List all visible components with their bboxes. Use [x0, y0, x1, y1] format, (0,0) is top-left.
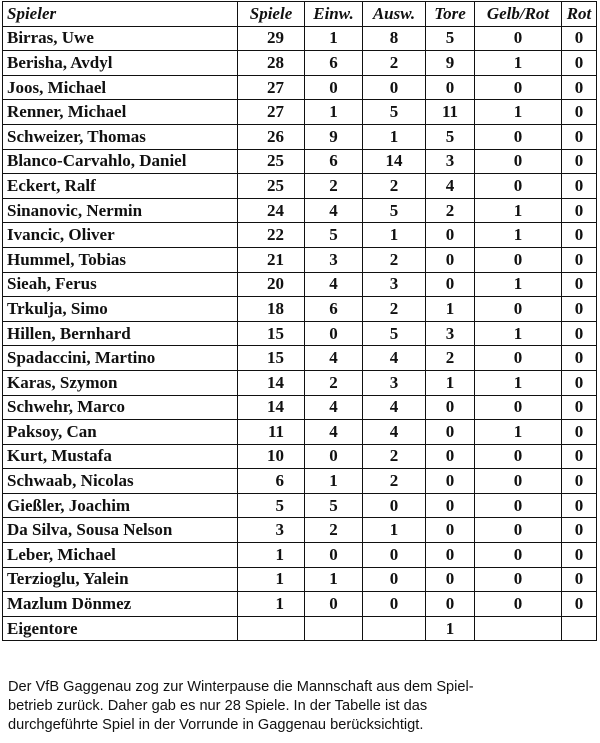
- tore-cell: 0: [426, 543, 475, 568]
- table-row: [3, 543, 597, 568]
- rot-cell: 0: [562, 444, 597, 469]
- tore-cell: 0: [426, 420, 475, 445]
- tore-cell: 0: [426, 493, 475, 518]
- spiele-cell: 24: [238, 198, 305, 223]
- rot-cell: 0: [562, 100, 597, 125]
- spiele-cell: 25: [238, 174, 305, 199]
- player-name-cell: Sieah, Ferus: [3, 272, 238, 297]
- einw-cell: 0: [305, 592, 363, 617]
- gelb-rot-cell: 1: [475, 370, 562, 395]
- tore-cell: 9: [426, 51, 475, 76]
- rot-cell: 0: [562, 469, 597, 494]
- gelb-rot-cell: 1: [475, 272, 562, 297]
- player-name-cell: Trkulja, Simo: [3, 297, 238, 322]
- player-name-cell: Hillen, Bernhard: [3, 321, 238, 346]
- footnote: [8, 678, 594, 735]
- table-row: [3, 346, 597, 371]
- ausw-cell: 0: [363, 75, 426, 100]
- spiele-cell: 14: [238, 370, 305, 395]
- spiele-cell: 22: [238, 223, 305, 248]
- ausw-cell: 0: [363, 543, 426, 568]
- tore-cell: 1: [426, 616, 475, 641]
- einw-cell: 1: [305, 26, 363, 51]
- player-name-cell: Leber, Michael: [3, 543, 238, 568]
- table-row: [3, 444, 597, 469]
- table-row: [3, 592, 597, 617]
- einw-cell: [305, 616, 363, 641]
- rot-cell: 0: [562, 518, 597, 543]
- table-row: [3, 370, 597, 395]
- player-name-cell: Eigentore: [3, 616, 238, 641]
- table-row: [3, 272, 597, 297]
- table-body: [3, 26, 597, 641]
- player-name-cell: Schwaab, Nicolas: [3, 469, 238, 494]
- ausw-cell: 8: [363, 26, 426, 51]
- ausw-cell: 2: [363, 51, 426, 76]
- rot-cell: 0: [562, 370, 597, 395]
- gelb-rot-cell: 0: [475, 493, 562, 518]
- table-row: [3, 567, 597, 592]
- rot-cell: 0: [562, 543, 597, 568]
- gelb-rot-cell: 0: [475, 518, 562, 543]
- spiele-cell: 1: [238, 592, 305, 617]
- einw-cell: 9: [305, 124, 363, 149]
- player-name-cell: Blanco-Carvahlo, Daniel: [3, 149, 238, 174]
- tore-cell: 0: [426, 444, 475, 469]
- table-row: [3, 100, 597, 125]
- ausw-cell: 5: [363, 321, 426, 346]
- ausw-cell: 2: [363, 444, 426, 469]
- einw-cell: 1: [305, 100, 363, 125]
- spiele-cell: 1: [238, 543, 305, 568]
- rot-cell: 0: [562, 26, 597, 51]
- header-tore: Tore: [426, 2, 475, 27]
- player-name-cell: Schwehr, Marco: [3, 395, 238, 420]
- footnote-line: Der VfB Gaggenau zog zur Winterpause die Mannschaft aus dem Spiel-: [8, 679, 474, 695]
- einw-cell: 6: [305, 297, 363, 322]
- player-name-cell: Kurt, Mustafa: [3, 444, 238, 469]
- tore-cell: 0: [426, 272, 475, 297]
- spiele-cell: 5: [238, 493, 305, 518]
- rot-cell: 0: [562, 223, 597, 248]
- player-name-cell: Paksoy, Can: [3, 420, 238, 445]
- einw-cell: 4: [305, 272, 363, 297]
- rot-cell: 0: [562, 297, 597, 322]
- einw-cell: 4: [305, 395, 363, 420]
- einw-cell: 5: [305, 493, 363, 518]
- rot-cell: 0: [562, 321, 597, 346]
- gelb-rot-cell: 0: [475, 567, 562, 592]
- spiele-cell: 15: [238, 321, 305, 346]
- spiele-cell: 27: [238, 75, 305, 100]
- footnote-line: durchgeführte Spiel in der Vorrunde in Gaggenau berücksichtigt.: [8, 717, 424, 733]
- gelb-rot-cell: 1: [475, 51, 562, 76]
- spiele-cell: 18: [238, 297, 305, 322]
- tore-cell: 0: [426, 75, 475, 100]
- einw-cell: 6: [305, 51, 363, 76]
- spiele-cell: [238, 616, 305, 641]
- gelb-rot-cell: 0: [475, 395, 562, 420]
- einw-cell: 2: [305, 518, 363, 543]
- tore-cell: 0: [426, 223, 475, 248]
- gelb-rot-cell: 0: [475, 592, 562, 617]
- rot-cell: 0: [562, 51, 597, 76]
- table-row: [3, 469, 597, 494]
- table-row: [3, 174, 597, 199]
- einw-cell: 4: [305, 420, 363, 445]
- player-name-cell: Terzioglu, Yalein: [3, 567, 238, 592]
- header-gelb-rot: Gelb/Rot: [475, 2, 562, 27]
- gelb-rot-cell: 0: [475, 75, 562, 100]
- ausw-cell: 3: [363, 272, 426, 297]
- gelb-rot-cell: 0: [475, 346, 562, 371]
- tore-cell: 0: [426, 592, 475, 617]
- spiele-cell: 11: [238, 420, 305, 445]
- player-name-cell: Schweizer, Thomas: [3, 124, 238, 149]
- rot-cell: [562, 616, 597, 641]
- spiele-cell: 1: [238, 567, 305, 592]
- tore-cell: 3: [426, 321, 475, 346]
- gelb-rot-cell: 0: [475, 247, 562, 272]
- einw-cell: 0: [305, 321, 363, 346]
- ausw-cell: 5: [363, 198, 426, 223]
- spiele-cell: 15: [238, 346, 305, 371]
- tore-cell: 2: [426, 346, 475, 371]
- spiele-cell: 14: [238, 395, 305, 420]
- gelb-rot-cell: 1: [475, 100, 562, 125]
- gelb-rot-cell: 0: [475, 26, 562, 51]
- rot-cell: 0: [562, 75, 597, 100]
- rot-cell: 0: [562, 592, 597, 617]
- tore-cell: 11: [426, 100, 475, 125]
- rot-cell: 0: [562, 272, 597, 297]
- ausw-cell: 2: [363, 297, 426, 322]
- ausw-cell: 3: [363, 370, 426, 395]
- einw-cell: 0: [305, 543, 363, 568]
- ausw-cell: 4: [363, 346, 426, 371]
- table-row: [3, 51, 597, 76]
- header-ausw: Ausw.: [363, 2, 426, 27]
- spiele-cell: 26: [238, 124, 305, 149]
- gelb-rot-cell: 1: [475, 198, 562, 223]
- tore-cell: 2: [426, 198, 475, 223]
- rot-cell: 0: [562, 174, 597, 199]
- ausw-cell: 0: [363, 592, 426, 617]
- tore-cell: 0: [426, 567, 475, 592]
- player-name-cell: Mazlum Dönmez: [3, 592, 238, 617]
- tore-cell: 0: [426, 518, 475, 543]
- ausw-cell: 1: [363, 124, 426, 149]
- einw-cell: 1: [305, 469, 363, 494]
- table-row: [3, 493, 597, 518]
- player-name-cell: Ivancic, Oliver: [3, 223, 238, 248]
- einw-cell: 4: [305, 198, 363, 223]
- header-spiele: Spiele: [238, 2, 305, 27]
- spiele-cell: 20: [238, 272, 305, 297]
- gelb-rot-cell: 0: [475, 543, 562, 568]
- gelb-rot-cell: 0: [475, 469, 562, 494]
- ausw-cell: 2: [363, 469, 426, 494]
- gelb-rot-cell: [475, 616, 562, 641]
- header-spieler: Spieler: [3, 2, 238, 27]
- spiele-cell: 25: [238, 149, 305, 174]
- table-row: [3, 247, 597, 272]
- gelb-rot-cell: 1: [475, 321, 562, 346]
- einw-cell: 4: [305, 346, 363, 371]
- table-row: [3, 223, 597, 248]
- rot-cell: 0: [562, 149, 597, 174]
- tore-cell: 4: [426, 174, 475, 199]
- ausw-cell: 5: [363, 100, 426, 125]
- tore-cell: 3: [426, 149, 475, 174]
- table-row: [3, 75, 597, 100]
- spiele-cell: 6: [238, 469, 305, 494]
- ausw-cell: 4: [363, 420, 426, 445]
- header-einw: Einw.: [305, 2, 363, 27]
- gelb-rot-cell: 0: [475, 297, 562, 322]
- einw-cell: 3: [305, 247, 363, 272]
- spiele-cell: 28: [238, 51, 305, 76]
- player-name-cell: Joos, Michael: [3, 75, 238, 100]
- table-header-row: [3, 2, 597, 27]
- tore-cell: 5: [426, 124, 475, 149]
- gelb-rot-cell: 0: [475, 149, 562, 174]
- spiele-cell: 21: [238, 247, 305, 272]
- ausw-cell: 0: [363, 567, 426, 592]
- table-row: [3, 149, 597, 174]
- gelb-rot-cell: 0: [475, 124, 562, 149]
- ausw-cell: 1: [363, 518, 426, 543]
- table-row: [3, 420, 597, 445]
- gelb-rot-cell: 1: [475, 420, 562, 445]
- player-name-cell: Da Silva, Sousa Nelson: [3, 518, 238, 543]
- rot-cell: 0: [562, 124, 597, 149]
- spiele-cell: 29: [238, 26, 305, 51]
- ausw-cell: 4: [363, 395, 426, 420]
- ausw-cell: 2: [363, 174, 426, 199]
- einw-cell: 5: [305, 223, 363, 248]
- player-name-cell: Birras, Uwe: [3, 26, 238, 51]
- player-name-cell: Renner, Michael: [3, 100, 238, 125]
- player-stats-table: [2, 1, 597, 641]
- tore-cell: 1: [426, 297, 475, 322]
- einw-cell: 6: [305, 149, 363, 174]
- table-row: [3, 321, 597, 346]
- table-row: [3, 395, 597, 420]
- player-name-cell: Gießler, Joachim: [3, 493, 238, 518]
- table-row: [3, 198, 597, 223]
- table-row: [3, 124, 597, 149]
- einw-cell: 2: [305, 174, 363, 199]
- player-name-cell: Sinanovic, Nermin: [3, 198, 238, 223]
- gelb-rot-cell: 1: [475, 223, 562, 248]
- player-stats-document: [2, 1, 596, 733]
- rot-cell: 0: [562, 567, 597, 592]
- spiele-cell: 27: [238, 100, 305, 125]
- rot-cell: 0: [562, 247, 597, 272]
- einw-cell: 0: [305, 444, 363, 469]
- rot-cell: 0: [562, 346, 597, 371]
- player-name-cell: Karas, Szymon: [3, 370, 238, 395]
- table-row: [3, 26, 597, 51]
- tore-cell: 0: [426, 395, 475, 420]
- tore-cell: 1: [426, 370, 475, 395]
- table-row: [3, 616, 597, 641]
- ausw-cell: 14: [363, 149, 426, 174]
- einw-cell: 1: [305, 567, 363, 592]
- rot-cell: 0: [562, 420, 597, 445]
- player-name-cell: Spadaccini, Martino: [3, 346, 238, 371]
- tore-cell: 0: [426, 247, 475, 272]
- einw-cell: 2: [305, 370, 363, 395]
- tore-cell: 0: [426, 469, 475, 494]
- gelb-rot-cell: 0: [475, 444, 562, 469]
- table-row: [3, 297, 597, 322]
- einw-cell: 0: [305, 75, 363, 100]
- rot-cell: 0: [562, 493, 597, 518]
- ausw-cell: 0: [363, 493, 426, 518]
- gelb-rot-cell: 0: [475, 174, 562, 199]
- footnote-line: betrieb zurück. Daher gab es nur 28 Spiele. In der Tabelle ist das: [8, 698, 428, 714]
- player-name-cell: Eckert, Ralf: [3, 174, 238, 199]
- player-name-cell: Hummel, Tobias: [3, 247, 238, 272]
- ausw-cell: [363, 616, 426, 641]
- table-row: [3, 518, 597, 543]
- rot-cell: 0: [562, 395, 597, 420]
- spiele-cell: 10: [238, 444, 305, 469]
- tore-cell: 5: [426, 26, 475, 51]
- rot-cell: 0: [562, 198, 597, 223]
- spiele-cell: 3: [238, 518, 305, 543]
- player-name-cell: Berisha, Avdyl: [3, 51, 238, 76]
- ausw-cell: 1: [363, 223, 426, 248]
- ausw-cell: 2: [363, 247, 426, 272]
- header-rot: Rot: [562, 2, 597, 27]
